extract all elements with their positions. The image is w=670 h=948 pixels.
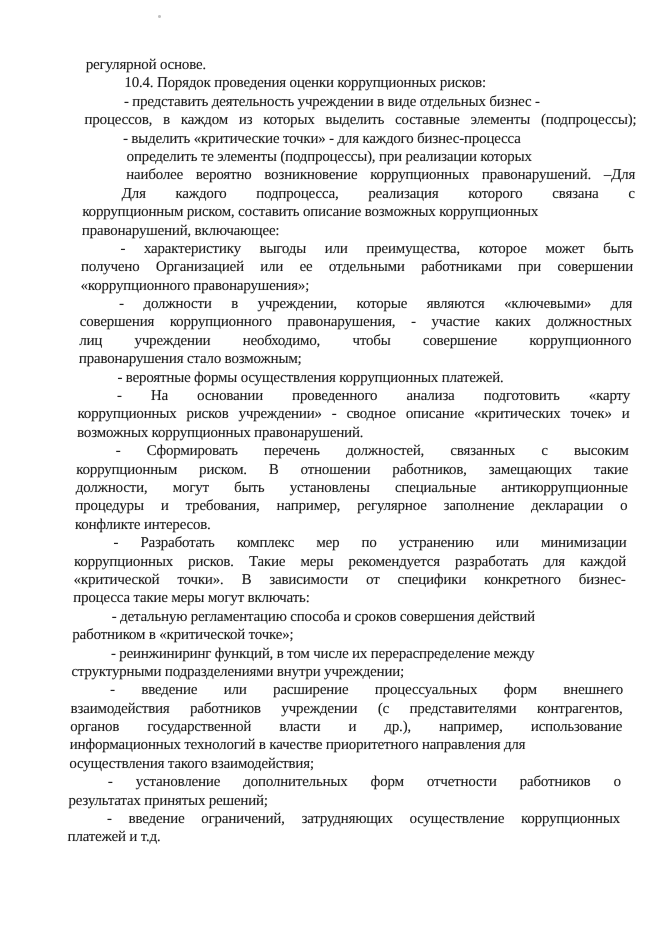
text-line: - детальную регламентацию способа и сроков совершения действий [111, 608, 536, 625]
text-line: коррупционным риском, составить описание возможных коррупционных [82, 204, 539, 221]
text-line: платежей и т.д. [67, 829, 161, 846]
text-line: регулярной основе. [85, 57, 207, 73]
text-line: - На основании проведенного анализа подготовить «карту [116, 388, 631, 405]
text-line: взаимодействия работников учреждении (с представителями контрагентов, [70, 700, 623, 717]
text-line: работником в «критической точке»; [72, 627, 294, 644]
text-line: - Разработать комплекс мер по устранению или минимизации [113, 535, 627, 552]
text-line: осуществления такого взаимодействия; [69, 755, 315, 772]
text-line: коррупционных рисков. Такие меры рекомендуется разработать для каждой [73, 553, 627, 570]
text-line: конфликте интересов. [74, 516, 211, 533]
text-line: - введение ограничений, затрудняющих осуществление коррупционных [106, 811, 621, 828]
text-line: 10.4. Порядок проведения оценки коррупционных рисков: [124, 75, 487, 92]
text-line: - Сформировать перечень должностей, связанных с высоким [115, 443, 629, 460]
text-line: - характеристику выгоды или преимущества, которое может быть [120, 240, 634, 257]
text-line: наиболее вероятно возникновение коррупционных правонарушений. –Для [125, 167, 636, 184]
document-body [67, 56, 638, 847]
text-line: коррупционных рисков учреждении» - сводное описание «критических точек» и [77, 406, 630, 423]
text-line: «коррупционного правонарушения»; [80, 277, 310, 294]
text-line: - реинжиниринг функций, в том числе их перераспределение между [110, 645, 535, 662]
text-line: - выделить «критические точки» - для каждого бизнес-процесса [122, 130, 521, 147]
text-line: получено Организацией или ее отдельными работниками при совершении [80, 259, 634, 276]
scan-speck [158, 15, 161, 18]
text-line: Для каждого подпроцесса, реализация которого связана с [121, 185, 635, 202]
text-line: структурными подразделениями внутри учреждении; [71, 663, 405, 680]
text-line: коррупционным риском. В отношении работников, замещающих такие [76, 461, 629, 478]
text-line: процесса такие меры могут включать: [73, 590, 310, 607]
text-line: - вероятные формы осуществления коррупционных платежей. [117, 369, 504, 386]
text-line: результатах принятых решений; [68, 792, 269, 809]
text-line: органов государственной власти и др.), например, использование [69, 719, 623, 736]
text-line: информационных технологий в качестве приоритетного направления для [69, 737, 526, 754]
text-line: лиц учреждении необходимо, чтобы совершение коррупционного [79, 332, 632, 349]
text-line: «критической точки». В зависимости от специфики конкретного бизнес- [73, 571, 626, 588]
text-line: - установление дополнительных форм отчетности работников о [107, 774, 622, 791]
text-line: совершения коррупционного правонарушения, - участие каких должностных [79, 314, 632, 331]
text-line: - введение или расширение процессуальных форм внешнего [109, 682, 624, 699]
text-line: - представить деятельность учреждении в виде отдельных бизнес - [123, 93, 540, 110]
text-line: определить те элементы (подпроцессы), при реализации которых [126, 148, 532, 165]
text-line: возможных коррупционных правонарушений. [76, 424, 364, 441]
text-line: должности, могут быть установлены специальные антикоррупционные [75, 479, 629, 496]
text-line: процессов, в каждом из которых выделить составные элементы (подпроцессы); [84, 112, 637, 129]
text-line: правонарушений, включающее: [81, 222, 280, 239]
text-line: процедуры и требования, например, регулярное заполнение декларации о [75, 498, 628, 515]
text-line: - должности в учреждении, которые являются «ключевыми» для [118, 296, 633, 313]
text-line: правонарушения стало возможным; [78, 351, 302, 368]
